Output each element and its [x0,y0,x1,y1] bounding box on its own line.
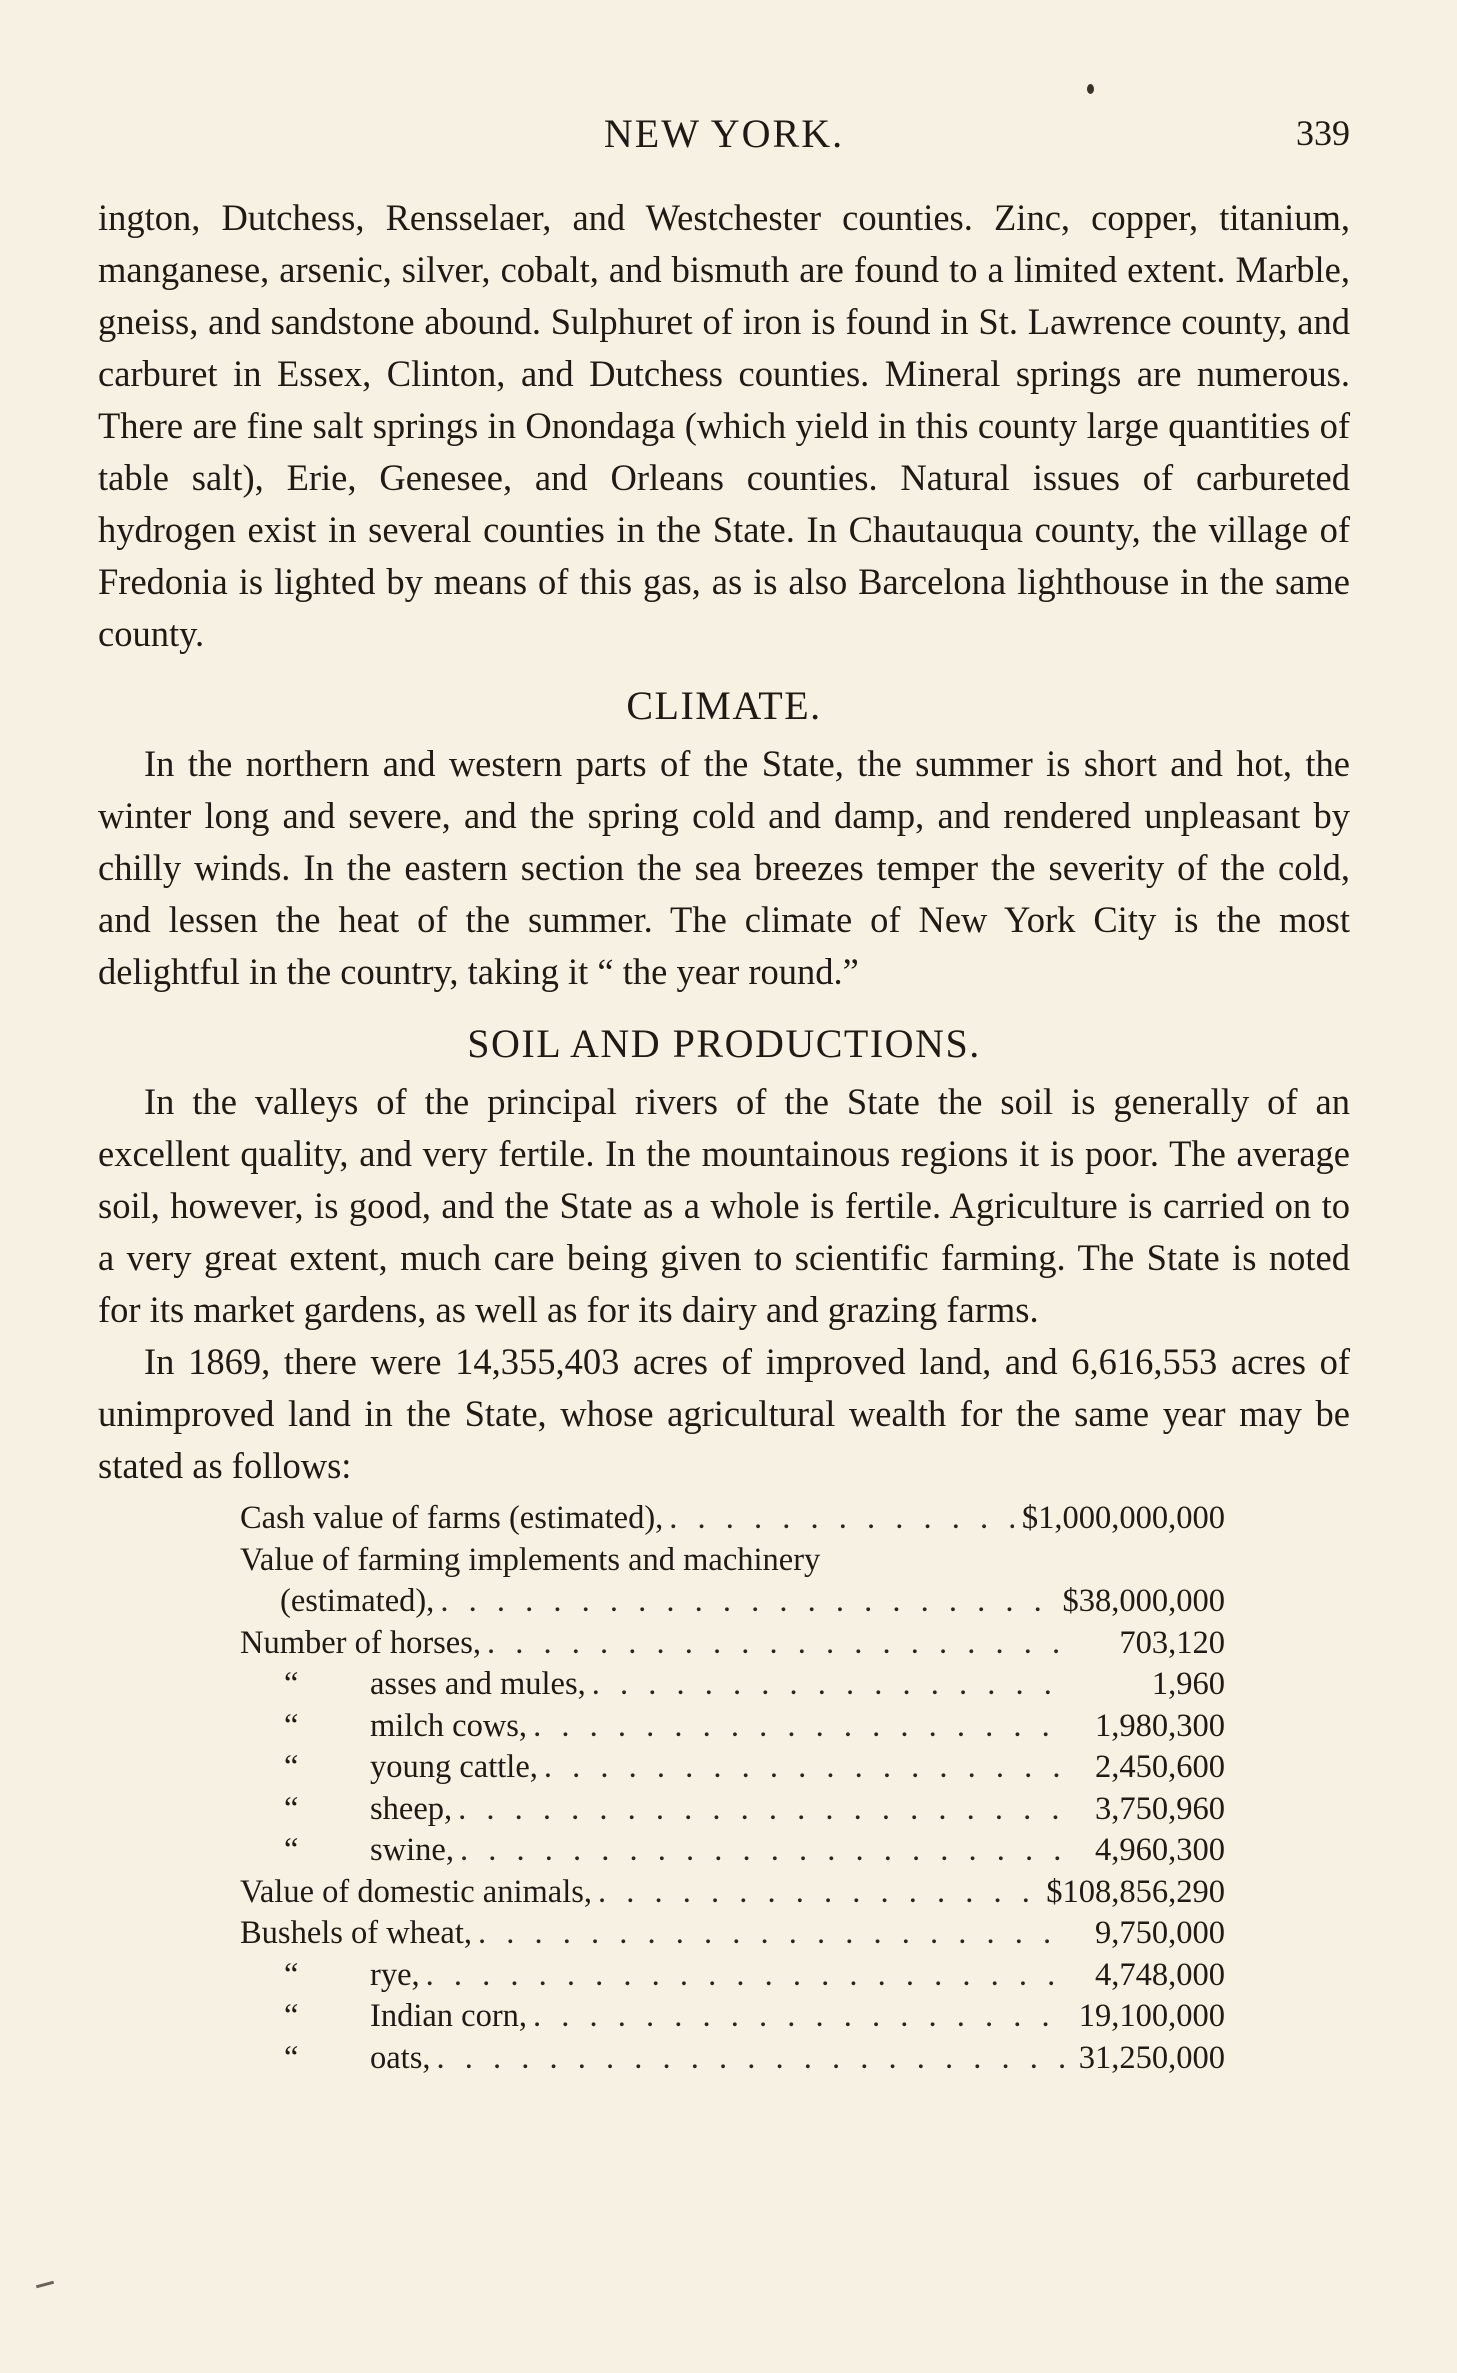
stat-label: sheep, [370,1790,453,1827]
stat-label: asses and mules, [370,1666,586,1702]
ditto-mark: “ [284,1666,299,1702]
dot-leader [430,2038,1067,2080]
stat-value: $1,000,000,000 [1021,1500,1225,1536]
ditto-mark: “ [284,1832,299,1868]
dot-leader [434,1581,1054,1623]
dot-leader [454,1830,1067,1872]
dot-leader [586,1664,1067,1706]
agricultural-wealth-table [240,1498,1225,2079]
climate-heading: CLIMATE. [626,683,822,728]
stat-value: 4,748,000 [1095,1956,1225,1993]
stat-label: rye, [370,1956,420,1993]
stat-value: 19,100,000 [1078,1998,1225,2034]
stat-value: 9,750,000 [1095,1915,1225,1951]
stat-row-asses [240,1664,1225,1706]
stat-row-domestic-animals [240,1872,1225,1914]
stat-row-indian-corn [240,1996,1225,2038]
soil-paragraph-1: In the valleys of the principal rivers of the State the soil is generally of an excellent quality, and very fertile. In the mountainous regions it is poor. The average soil, however, is good, and the State as a whole is fertile. Agriculture is carried on to a very great extent, much care being given to scientific farming. The State is noted for its market gardens, as well as for its dairy and grazing farms. [98,1081,1350,1330]
stat-value: $38,000,000 [1062,1583,1225,1619]
stat-row-implements [240,1581,1225,1623]
stat-label: swine, [370,1832,454,1868]
stat-row-rye [240,1955,1225,1997]
stat-value: 703,120 [1119,1624,1225,1661]
page-number: 339 [1296,113,1350,153]
stat-label: Cash value of farms (estimated), [240,1500,664,1536]
soil-paragraph-2: In 1869, there were 14,355,403 acres of improved land, and 6,616,553 acres of unimproved land in the State, whose agricultural wealth for the same year may be stated as follows: [98,1341,1350,1486]
dot-leader [420,1955,1067,1997]
ditto-mark: “ [284,1749,299,1785]
dot-leader [452,1789,1067,1831]
stat-value: $108,856,290 [1046,1873,1225,1910]
stat-row-cows [240,1706,1225,1748]
stat-row-sheep [240,1789,1225,1831]
stat-row-implements-line1 [240,1540,1225,1582]
stat-label: Value of farming implements and machinery [240,1541,821,1578]
stat-label: Indian corn, [370,1998,528,2034]
stat-row-cash-value [240,1498,1225,1540]
stat-label: Bushels of wheat, [240,1915,472,1951]
dot-leader [527,1706,1067,1748]
stat-row-oats [240,2038,1225,2080]
ink-speck [1087,84,1094,94]
stat-row-horses [240,1623,1225,1665]
stat-row-swine [240,1830,1225,1872]
soil-heading: SOIL AND PRODUCTIONS. [467,1021,981,1066]
dot-leader [663,1498,1014,1540]
running-title: NEW YORK. [603,111,845,156]
dot-leader [538,1747,1067,1789]
page-body [98,192,1350,2079]
intro-paragraph: ington, Dutchess, Rensselaer, and Westchester counties. Zinc, copper, titanium, manganese, arsenic, silver, cobalt, and bismuth are found to a limited extent. Marble, gneiss, and sandstone abound. Sulphuret of iron is found in St. Lawrence county, and carburet in Essex, Clinton, and Dutchess counties. Mineral springs are numerous. There are fine salt springs in Onondaga (which yield in this county large quantities of table salt), Erie, Genesee, and Orleans counties. Natural issues of carbureted hydrogen exist in several counties in the State. In Chautauqua county, the village of Fredonia is lighted by means of this gas, as is also Barcelona lighthouse in the same county. [98,197,1350,654]
stat-value: 3,750,960 [1095,1790,1225,1827]
dot-leader [481,1623,1067,1665]
climate-paragraph: In the northern and western parts of the State, the summer is short and hot, the winter long and severe, and the spring cold and damp, and rendered unpleasant by chilly winds. In the eastern section the sea breezes temper the severity of the cold, and lessen the heat of the summer. The climate of New York City is the most delightful in the country, taking it “ the year round.” [98,743,1350,992]
ditto-mark: “ [284,1956,299,1993]
stat-label: oats, [370,2039,431,2076]
dot-leader [592,1872,1038,1914]
stat-value: 1,960 [1151,1666,1225,1702]
ditto-mark: “ [284,2039,299,2076]
stat-value: 31,250,000 [1078,2039,1225,2076]
stat-value: 2,450,600 [1095,1749,1225,1785]
stat-value: 1,980,300 [1095,1707,1225,1744]
ditto-mark: “ [284,1707,299,1744]
ditto-mark: “ [284,1790,299,1827]
stat-label: young cattle, [370,1749,538,1785]
running-head [98,110,1350,160]
stat-label: (estimated), [280,1583,435,1619]
stat-row-cattle [240,1747,1225,1789]
stat-row-wheat [240,1913,1225,1955]
pencil-mark [36,2281,54,2289]
stat-label: Value of domestic animals, [240,1873,592,1910]
ditto-mark: “ [284,1998,299,2034]
stat-label: milch cows, [370,1707,528,1744]
stat-label: Number of horses, [240,1624,481,1661]
dot-leader [472,1913,1067,1955]
stat-value: 4,960,300 [1095,1832,1225,1868]
dot-leader [527,1996,1067,2038]
